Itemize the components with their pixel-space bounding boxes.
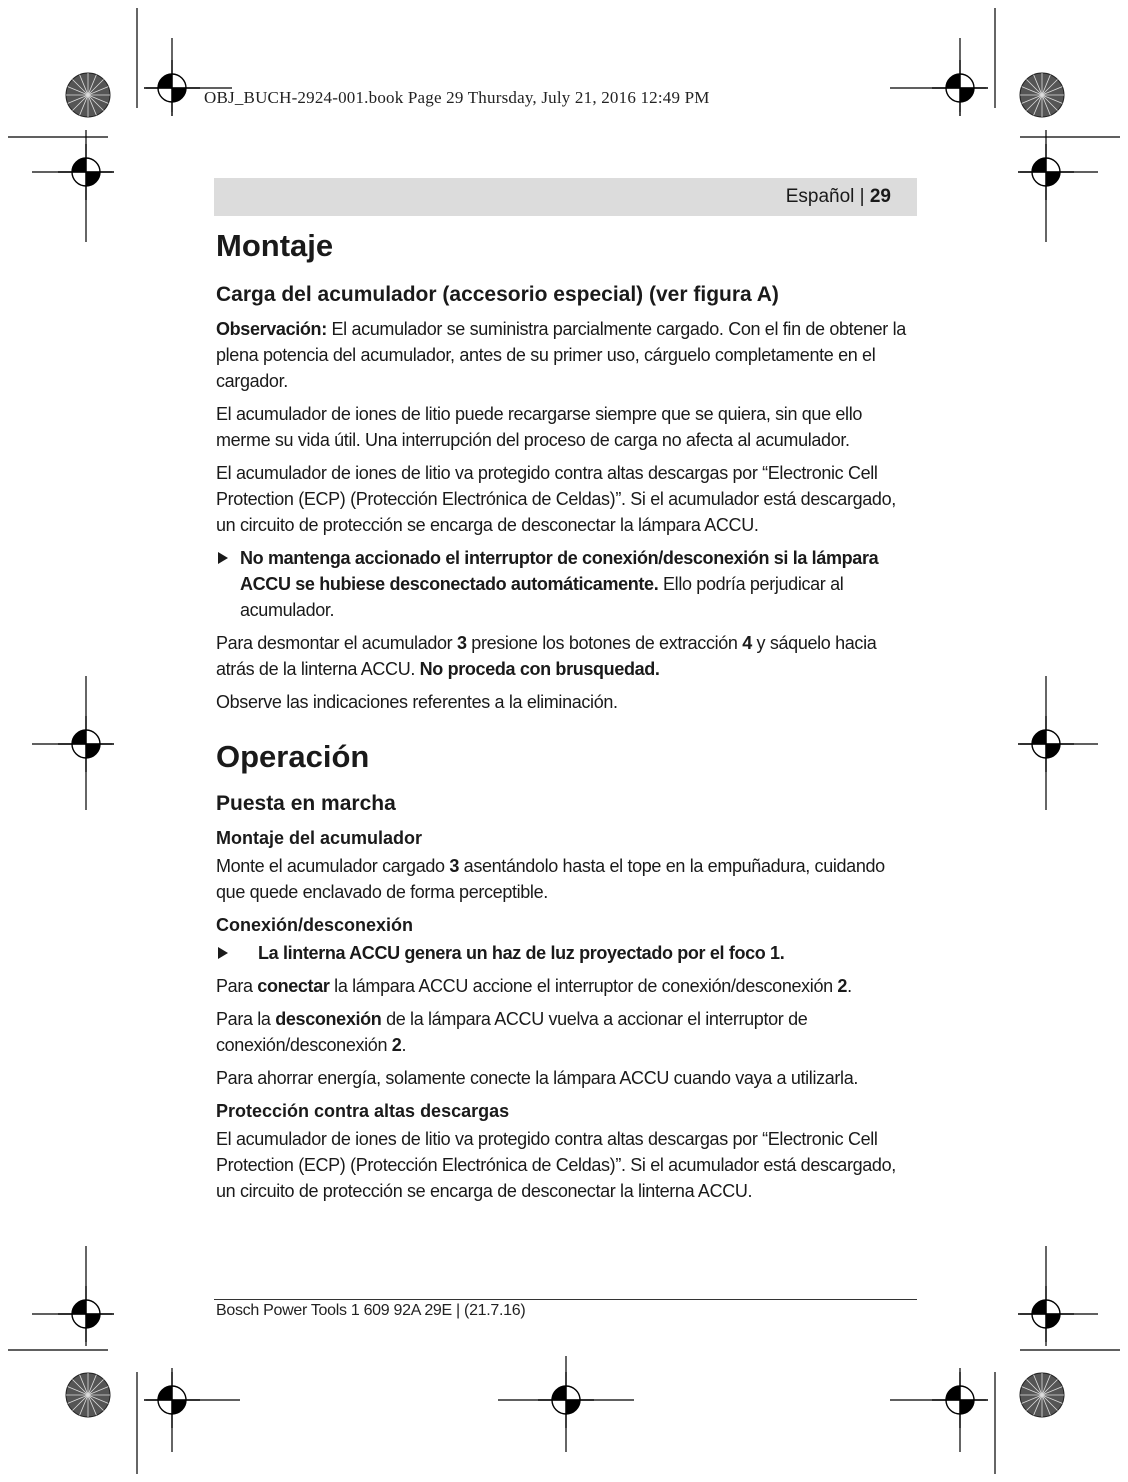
star-target-bottom-right-icon [1020, 1373, 1064, 1417]
conexion-bullet [216, 940, 918, 966]
heading-carga-acumulador: Carga del acumulador (accesorio especial) (ver figura A) [216, 283, 779, 306]
page-header-text [786, 186, 891, 208]
warning-rest-text: Ello podría perjudicar al acumulador. [240, 574, 844, 620]
paragraph-montaje-acumulador [216, 853, 918, 905]
conectar-text-1: Para [216, 976, 258, 996]
paragraph-ecp: El acumulador de iones de litio va protegido contra altas descargas por “Electronic Cell Protection (ECP) (Protección Electrónica de Celdas)”. Si el acumulador está descargado, un circuito de protección se encarga de desconectar la lámpara ACCU. [216, 463, 896, 535]
section-title-montaje: Montaje [216, 228, 334, 263]
desconexion-text-1: Para la [216, 1009, 276, 1029]
conectar-bold: conectar [257, 976, 330, 996]
observacion-text: El acumulador se suministra parcialmente cargado. Con el fin de obtener la plena potencia del acumulador, antes de su primer uso, cárguelo completamente en el cargador. [216, 319, 906, 391]
observacion-label: Observación: [216, 319, 327, 339]
heading-proteccion: Protección contra altas descargas [216, 1101, 510, 1121]
desconexion-bold: desconexión [275, 1009, 382, 1029]
warning-bullet [216, 545, 918, 623]
star-target-bottom-left-icon [66, 1373, 110, 1417]
print-slug: OBJ_BUCH-2924-001.book Page 29 Thursday, July 21, 2016 12:49 PM [204, 88, 710, 107]
conectar-end: . [847, 976, 852, 996]
paragraph-recarga: El acumulador de iones de litio puede recargarse siempre que se quiera, sin que ello merme su vida útil. Una interrupción del proceso de carga no afecta al acumulador. [216, 404, 863, 450]
desmontar-ref-4: 4 [742, 633, 752, 653]
conectar-text-2: la lámpara ACCU accione el interruptor de conexión/desconexión [329, 976, 838, 996]
desmontar-text-3: y sáquelo hacia atrás de la linterna ACCU. [216, 633, 877, 679]
desmontar-bold-text: No proceda con brusquedad. [419, 659, 660, 679]
page-footer: Bosch Power Tools 1 609 92A 29E | (21.7.16) [216, 1302, 526, 1319]
montaje-acc-text-1: Monte el acumulador cargado [216, 856, 450, 876]
paragraph-desmontar [216, 630, 918, 682]
desconexion-end: . [401, 1035, 407, 1055]
header-language: Español | [785, 186, 870, 207]
paragraph-proteccion: El acumulador de iones de litio va protegido contra altas descargas por “Electronic Cell Protection (ECP) (Protección Electrónica de Celdas)”. Si el acumulador está descargado, un circuito de protección se encarga de desconectar la linterna ACCU. [216, 1129, 896, 1201]
desmontar-text-2: presione los botones de extracción [466, 633, 743, 653]
heading-montaje-acumulador: Montaje del acumulador [216, 828, 423, 848]
heading-puesta-en-marcha: Puesta en marcha [216, 792, 396, 815]
conexion-bullet-text: La linterna ACCU genera un haz de luz proyectado por el foco 1. [258, 943, 785, 963]
section-title-operacion: Operación [216, 739, 370, 774]
desmontar-text-1: Para desmontar el acumulador [216, 633, 457, 653]
montaje-acc-text-2: asentándolo hasta el tope en la empuñadura, cuidando que quede enclavado de forma perceptible. [216, 856, 885, 902]
page-content [216, 226, 918, 1211]
conectar-ref-2: 2 [837, 976, 848, 996]
heading-conexion: Conexión/desconexión [216, 915, 414, 935]
montaje-acc-ref-3: 3 [449, 856, 460, 876]
warning-bold-text: No mantenga accionado el interruptor de conexión/desconexión si la lámpara ACCU se hubiese desconectado automáticamente. [240, 548, 879, 594]
paragraph-desconexion [216, 1006, 918, 1058]
bullet-triangle-icon [218, 947, 228, 959]
star-target-top-left-icon [66, 73, 110, 117]
paragraph-observacion [216, 316, 918, 394]
bullet-triangle-icon [218, 552, 228, 564]
desconexion-ref-2: 2 [391, 1035, 402, 1055]
page-number: 29 [869, 186, 891, 207]
footer-rule [214, 1299, 917, 1300]
paragraph-observe: Observe las indicaciones referentes a la eliminación. [216, 692, 618, 712]
paragraph-conectar [216, 973, 918, 999]
desmontar-ref-3: 3 [456, 633, 467, 653]
page-header-bar [214, 178, 917, 216]
paragraph-ahorrar: Para ahorrar energía, solamente conecte la lámpara ACCU cuando vaya a utilizarla. [216, 1068, 859, 1088]
desconexion-text-2: de la lámpara ACCU vuelva a accionar el interruptor de conexión/desconexión [216, 1009, 808, 1055]
star-target-top-right-icon [1020, 73, 1064, 117]
